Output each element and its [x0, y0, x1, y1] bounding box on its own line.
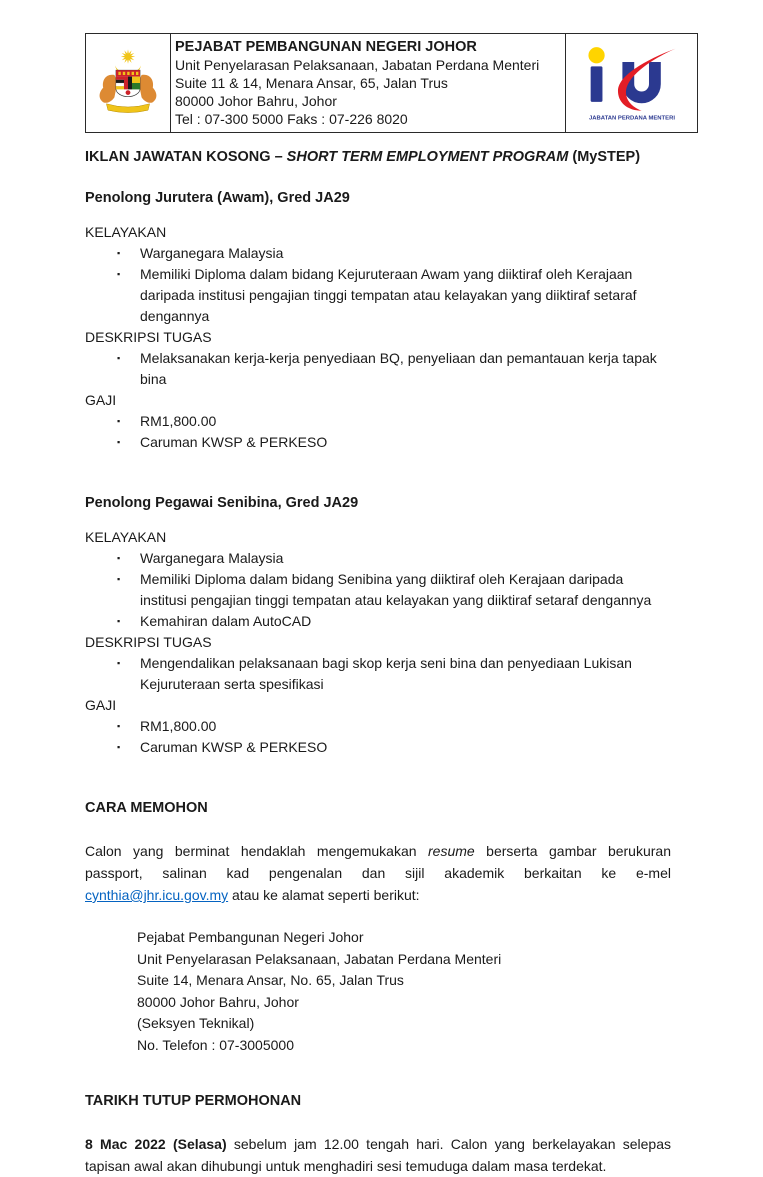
list-item: ▪ Melaksanakan kerja-kerja penyediaan BQ, penyeliaan dan pemantauan kerja tapak bina — [85, 348, 671, 390]
list-item: ▪ RM1,800.00 — [85, 716, 671, 737]
closing-date: 8 Mac 2022 (Selasa) — [85, 1136, 227, 1152]
document-body — [85, 147, 671, 1177]
letterhead-table — [85, 33, 698, 133]
org-address-line: 80000 Johor Bahru, Johor — [175, 93, 337, 109]
malaysia-coat-of-arms-icon — [92, 43, 164, 123]
bullet-icon: ▪ — [117, 353, 121, 363]
org-address-line: Unit Penyelarasan Pelaksanaan, Jabatan Perdana Menteri — [175, 57, 540, 73]
address-line: Pejabat Pembangunan Negeri Johor — [137, 929, 364, 945]
address-line: Suite 14, Menara Ansar, No. 65, Jalan Trus — [137, 972, 404, 988]
closing-date-paragraph: 8 Mac 2022 (Selasa) sebelum jam 12.00 tengah hari. Calon yang berkelayakan selepas tapisan awal akan dihubungi untuk menghadiri sesi temuduga dalam masa terdekat. — [85, 1136, 671, 1174]
list-item: ▪ Memiliki Diploma dalam bidang Senibina yang diiktiraf oleh Kerajaan daripada institusi pengajian tinggi tempatan atau kelayakan yang diiktiraf setaraf dengannya — [85, 569, 671, 611]
postal-address-block — [85, 927, 671, 1056]
email-link[interactable]: cynthia@jhr.icu.gov.my — [85, 887, 229, 903]
letterhead-crest-cell — [86, 34, 171, 133]
gaji-label: GAJI — [85, 697, 117, 713]
list-item: ▪ Kemahiran dalam AutoCAD — [85, 611, 671, 632]
job-title: Penolong Jurutera (Awam), Gred JA29 — [85, 190, 350, 206]
bullet-icon: ▪ — [117, 553, 121, 563]
bullet-icon: ▪ — [117, 437, 121, 447]
page-title: IKLAN JAWATAN KOSONG – SHORT TERM EMPLOYMENT PROGRAM (MySTEP) — [85, 149, 641, 165]
bullet-icon: ▪ — [117, 269, 121, 279]
cara-memohon-section — [85, 798, 671, 1056]
org-name: PEJABAT PEMBANGUNAN NEGERI JOHOR — [175, 39, 477, 55]
tarikh-tutup-section — [85, 1091, 671, 1177]
letterhead-icu-cell — [566, 34, 698, 133]
kelayakan-label: KELAYAKAN — [85, 224, 167, 240]
list-item: ▪ RM1,800.00 — [85, 411, 671, 432]
job-listing-2 — [85, 493, 671, 758]
list-item: ▪ Mengendalikan pelaksanaan bagi skop kerja seni bina dan penyediaan Lukisan Kejuruteraan serta spesifikasi — [85, 653, 671, 695]
job-listing-1 — [85, 188, 671, 453]
gaji-label: GAJI — [85, 392, 117, 408]
letterhead-text-cell — [171, 34, 566, 133]
tarikh-tutup-heading: TARIKH TUTUP PERMOHONAN — [85, 1093, 302, 1109]
bullet-icon: ▪ — [117, 248, 121, 258]
icu-caption: JABATAN PERDANA MENTERI — [588, 115, 675, 122]
bullet-icon: ▪ — [117, 721, 121, 731]
icu-logo — [584, 42, 680, 124]
address-line: (Seksyen Teknikal) — [137, 1015, 255, 1031]
application-instructions: Calon yang berminat hendaklah mengemukakan resume berserta gambar berukuran passport, salinan kad pengenalan dan sijil akademik berkaitan ke e-mel cynthia@jhr.icu.gov.my atau ke alamat seperti berikut: — [85, 843, 671, 903]
list-item: ▪ Warganegara Malaysia — [85, 548, 671, 569]
org-tel-line: Tel : 07-300 5000 Faks : 07-226 8020 — [175, 111, 408, 127]
org-address-line: Suite 11 & 14, Menara Ansar, 65, Jalan Trus — [175, 75, 448, 91]
bullet-icon: ▪ — [117, 616, 121, 626]
cara-memohon-heading: CARA MEMOHON — [85, 800, 208, 816]
address-line: 80000 Johor Bahru, Johor — [137, 993, 299, 1010]
list-item: ▪ Memiliki Diploma dalam bidang Kejuruteraan Awam yang diiktiraf oleh Kerajaan daripada institusi pengajian tinggi tempatan atau kelayakan yang diiktiraf setaraf dengannya — [85, 264, 671, 327]
deskripsi-label: DESKRIPSI TUGAS — [85, 634, 212, 650]
list-item: ▪ Caruman KWSP & PERKESO — [85, 737, 671, 758]
deskripsi-label: DESKRIPSI TUGAS — [85, 329, 212, 345]
address-line: Unit Penyelarasan Pelaksanaan, Jabatan Perdana Menteri — [137, 950, 502, 967]
bullet-icon: ▪ — [117, 574, 121, 584]
address-line: No. Telefon : 07-3005000 — [137, 1036, 294, 1053]
bullet-icon: ▪ — [117, 742, 121, 752]
bullet-icon: ▪ — [117, 416, 121, 426]
kelayakan-label: KELAYAKAN — [85, 529, 167, 545]
list-item: ▪ Caruman KWSP & PERKESO — [85, 432, 671, 453]
bullet-icon: ▪ — [117, 658, 121, 668]
job-title: Penolong Pegawai Senibina, Gred JA29 — [85, 495, 359, 511]
list-item: ▪ Warganegara Malaysia — [85, 243, 671, 264]
